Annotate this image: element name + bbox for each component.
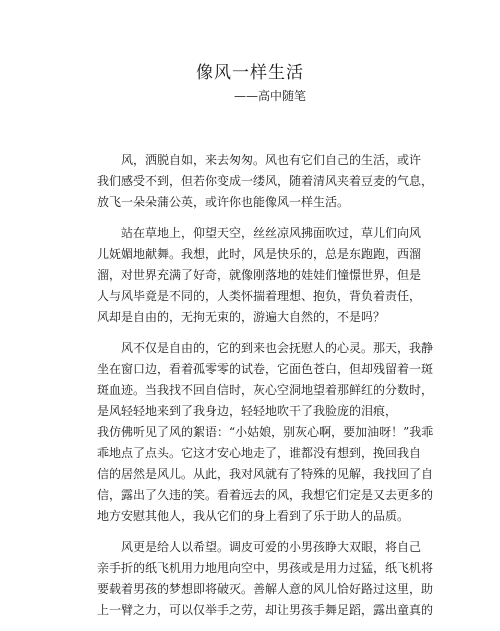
paragraph-line: 我仿佛听见了风的絮语：“小姑娘，别灰心啊，要加油呀！”我乖 xyxy=(97,425,434,439)
paragraph-1 xyxy=(97,150,434,213)
paragraph-line: 风不仅是自由的，它的到来也会抚慰人的心灵。那天，我静 xyxy=(121,341,434,355)
document-subtitle: ——高中随笔 xyxy=(233,89,306,103)
paragraph-line: 信的居然是风儿。从此，我对风就有了特殊的见解，我找回了自 xyxy=(97,467,434,481)
paragraph-line: 风，洒脱自如，来去匆匆。风也有它们自己的生活，或许 xyxy=(121,153,422,167)
paragraph-line: 乖地点了点头。它这才安心地走了，谁都没有想到，挽回我自 xyxy=(97,446,422,460)
paragraph-line: 亲手折的纸飞机用力地甩向空中，男孩或是用力过猛，纸飞机将 xyxy=(97,561,434,575)
paragraph-line: 信，露出了久违的笑。看着远去的风，我想它们定是又去更多的 xyxy=(97,488,434,502)
paragraph-line: 溜，对世界充满了好奇，就像刚落地的娃娃们憧憬世界，但是 xyxy=(97,268,422,282)
document-title: 像风一样生活 xyxy=(196,63,304,83)
paragraph-line: 站在草地上，仰望天空，丝丝凉风拂面吹过，草儿们向风 xyxy=(121,226,422,240)
paragraph-line: 要载着男孩的梦想即将破灭。善解人意的风儿恰好路过这里，助 xyxy=(97,582,434,596)
paragraph-line: 是风轻轻地来到了我身边，轻轻地吹干了我脸庞的泪痕， xyxy=(97,404,398,418)
paragraph-2 xyxy=(97,223,422,328)
paragraph-line: 上一臂之力，可以仅举手之劳，却让男孩手舞足蹈，露出童真的 xyxy=(97,603,434,617)
paragraph-3 xyxy=(97,338,434,527)
paragraph-line: 人与风毕竟是不同的，人类怀揣着理想、抱负，背负着责任， xyxy=(97,289,422,303)
paragraph-line: 放飞一朵朵蒲公英，或许你也能像风一样生活。 xyxy=(97,195,350,209)
paragraph-line: 儿妩媚地献舞。我想，此时，风是快乐的，总是东跑跑，西溜 xyxy=(97,247,422,261)
paragraph-line: 风更是给人以希望。调皮可爱的小男孩睁大双眼，将自己 xyxy=(121,540,422,554)
paragraph-line: 风却是自由的，无拘无束的，游遍大自然的，不是吗？ xyxy=(97,310,386,324)
document-body xyxy=(97,150,434,631)
paragraph-line: 地方安慰其他人，我从它们的身上看到了乐于助人的品质。 xyxy=(97,509,410,523)
paragraph-line: 坐在窗口边，看着孤零零的试卷，它面色苍白，但却残留着一斑 xyxy=(97,362,434,376)
paragraph-line: 斑血迹。当我找不回自信时，灰心空洞地望着那鲜红的分数时， xyxy=(97,383,434,397)
paragraph-4 xyxy=(97,537,434,621)
paragraph-line: 我们感受不到，但若你变成一缕风，随着清风夹着豆麦的气息， xyxy=(97,174,434,188)
